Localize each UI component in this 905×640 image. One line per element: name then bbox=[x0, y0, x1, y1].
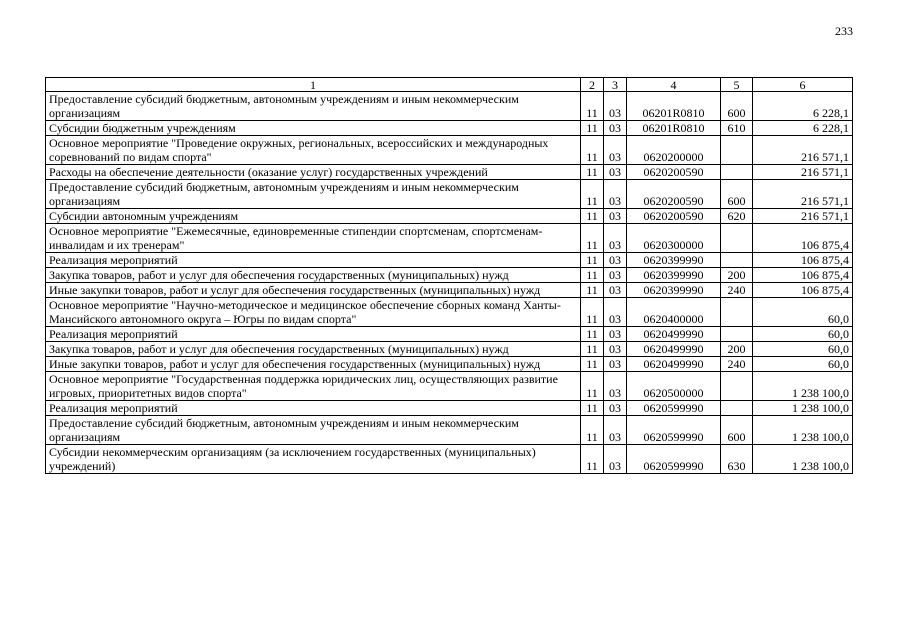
page-number: 233 bbox=[835, 24, 853, 38]
row-amount: 1 238 100,0 bbox=[753, 416, 853, 445]
table-row bbox=[46, 372, 853, 401]
row-section: 11 bbox=[581, 445, 604, 474]
table-body bbox=[46, 92, 853, 474]
row-section: 11 bbox=[581, 283, 604, 298]
row-name: Предоставление субсидий бюджетным, автономным учреждениям и иным некоммерческим организациям bbox=[46, 416, 581, 445]
table-row bbox=[46, 209, 853, 224]
row-target-article: 0620200000 bbox=[627, 136, 721, 165]
table-row bbox=[46, 165, 853, 180]
row-subsection: 03 bbox=[604, 136, 627, 165]
row-name: Основное мероприятие "Государственная поддержка юридических лиц, осуществляющих развитие игровых, приоритетных видов спорта" bbox=[46, 372, 581, 401]
row-subsection: 03 bbox=[604, 357, 627, 372]
row-name: Реализация мероприятий bbox=[46, 327, 581, 342]
table-row bbox=[46, 180, 853, 209]
row-name: Предоставление субсидий бюджетным, автономным учреждениям и иным некоммерческим организациям bbox=[46, 180, 581, 209]
row-subsection: 03 bbox=[604, 121, 627, 136]
row-target-article: 0620599990 bbox=[627, 401, 721, 416]
table-row bbox=[46, 253, 853, 268]
row-amount: 60,0 bbox=[753, 357, 853, 372]
row-target-article: 06201R0810 bbox=[627, 92, 721, 121]
row-target-article: 0620599990 bbox=[627, 416, 721, 445]
row-amount: 216 571,1 bbox=[753, 165, 853, 180]
row-expense-type bbox=[721, 401, 753, 416]
row-expense-type: 600 bbox=[721, 180, 753, 209]
row-subsection: 03 bbox=[604, 180, 627, 209]
row-section: 11 bbox=[581, 401, 604, 416]
row-amount: 6 228,1 bbox=[753, 92, 853, 121]
table-row bbox=[46, 401, 853, 416]
row-name: Субсидии бюджетным учреждениям bbox=[46, 121, 581, 136]
table-row bbox=[46, 342, 853, 357]
header-col-1: 1 bbox=[46, 78, 581, 92]
table-row bbox=[46, 136, 853, 165]
table-header bbox=[46, 78, 853, 92]
row-target-article: 0620499990 bbox=[627, 357, 721, 372]
row-expense-type bbox=[721, 224, 753, 253]
row-name: Иные закупки товаров, работ и услуг для обеспечения государственных (муниципальных) нужд bbox=[46, 357, 581, 372]
row-subsection: 03 bbox=[604, 209, 627, 224]
table-row bbox=[46, 357, 853, 372]
row-target-article: 0620499990 bbox=[627, 342, 721, 357]
row-name: Закупка товаров, работ и услуг для обеспечения государственных (муниципальных) нужд bbox=[46, 342, 581, 357]
row-name: Субсидии некоммерческим организациям (за исключением государственных (муниципальных) учреждений) bbox=[46, 445, 581, 474]
row-expense-type bbox=[721, 253, 753, 268]
table-row bbox=[46, 327, 853, 342]
table-row bbox=[46, 445, 853, 474]
row-section: 11 bbox=[581, 327, 604, 342]
row-amount: 60,0 bbox=[753, 298, 853, 327]
row-name: Предоставление субсидий бюджетным, автономным учреждениям и иным некоммерческим организациям bbox=[46, 92, 581, 121]
row-section: 11 bbox=[581, 298, 604, 327]
header-col-4: 4 bbox=[627, 78, 721, 92]
row-expense-type bbox=[721, 372, 753, 401]
row-target-article: 0620200590 bbox=[627, 165, 721, 180]
row-expense-type bbox=[721, 136, 753, 165]
row-target-article: 0620499990 bbox=[627, 327, 721, 342]
budget-table bbox=[45, 77, 853, 474]
header-col-6: 6 bbox=[753, 78, 853, 92]
table-row bbox=[46, 268, 853, 283]
row-expense-type: 240 bbox=[721, 357, 753, 372]
row-amount: 106 875,4 bbox=[753, 283, 853, 298]
table-row bbox=[46, 121, 853, 136]
row-target-article: 0620300000 bbox=[627, 224, 721, 253]
row-amount: 1 238 100,0 bbox=[753, 401, 853, 416]
row-section: 11 bbox=[581, 180, 604, 209]
row-expense-type: 200 bbox=[721, 268, 753, 283]
row-subsection: 03 bbox=[604, 327, 627, 342]
row-name: Основное мероприятие "Ежемесячные, единовременные стипендии спортсменам, спортсменам-инвалидам и их тренерам" bbox=[46, 224, 581, 253]
row-section: 11 bbox=[581, 224, 604, 253]
row-subsection: 03 bbox=[604, 165, 627, 180]
row-target-article: 06201R0810 bbox=[627, 121, 721, 136]
row-name: Основное мероприятие "Проведение окружных, региональных, всероссийских и международных соревнований по видам спорта" bbox=[46, 136, 581, 165]
row-subsection: 03 bbox=[604, 92, 627, 121]
row-subsection: 03 bbox=[604, 416, 627, 445]
row-amount: 60,0 bbox=[753, 327, 853, 342]
row-name: Расходы на обеспечение деятельности (оказание услуг) государственных учреждений bbox=[46, 165, 581, 180]
row-section: 11 bbox=[581, 268, 604, 283]
row-amount: 6 228,1 bbox=[753, 121, 853, 136]
row-expense-type bbox=[721, 327, 753, 342]
row-subsection: 03 bbox=[604, 268, 627, 283]
row-expense-type: 620 bbox=[721, 209, 753, 224]
table-row bbox=[46, 224, 853, 253]
row-amount: 1 238 100,0 bbox=[753, 445, 853, 474]
table-row bbox=[46, 283, 853, 298]
row-subsection: 03 bbox=[604, 283, 627, 298]
row-expense-type: 600 bbox=[721, 416, 753, 445]
row-expense-type: 200 bbox=[721, 342, 753, 357]
row-section: 11 bbox=[581, 121, 604, 136]
row-amount: 60,0 bbox=[753, 342, 853, 357]
row-target-article: 0620399990 bbox=[627, 268, 721, 283]
row-target-article: 0620200590 bbox=[627, 209, 721, 224]
row-amount: 1 238 100,0 bbox=[753, 372, 853, 401]
row-amount: 216 571,1 bbox=[753, 180, 853, 209]
row-name: Реализация мероприятий bbox=[46, 401, 581, 416]
row-section: 11 bbox=[581, 416, 604, 445]
row-expense-type: 630 bbox=[721, 445, 753, 474]
row-amount: 106 875,4 bbox=[753, 253, 853, 268]
row-name: Иные закупки товаров, работ и услуг для обеспечения государственных (муниципальных) нужд bbox=[46, 283, 581, 298]
row-target-article: 0620500000 bbox=[627, 372, 721, 401]
row-amount: 106 875,4 bbox=[753, 268, 853, 283]
row-name: Основное мероприятие "Научно-методическое и медицинское обеспечение сборных команд Ханты-Мансийского автономного округа – Югры по видам спорта" bbox=[46, 298, 581, 327]
row-expense-type: 600 bbox=[721, 92, 753, 121]
row-subsection: 03 bbox=[604, 342, 627, 357]
table-row bbox=[46, 298, 853, 327]
header-row bbox=[46, 78, 853, 92]
header-col-3: 3 bbox=[604, 78, 627, 92]
row-name: Субсидии автономным учреждениям bbox=[46, 209, 581, 224]
row-section: 11 bbox=[581, 253, 604, 268]
row-section: 11 bbox=[581, 209, 604, 224]
row-subsection: 03 bbox=[604, 445, 627, 474]
row-name: Реализация мероприятий bbox=[46, 253, 581, 268]
table-row bbox=[46, 416, 853, 445]
row-expense-type: 610 bbox=[721, 121, 753, 136]
row-section: 11 bbox=[581, 357, 604, 372]
row-expense-type: 240 bbox=[721, 283, 753, 298]
row-section: 11 bbox=[581, 342, 604, 357]
row-subsection: 03 bbox=[604, 372, 627, 401]
row-subsection: 03 bbox=[604, 401, 627, 416]
row-target-article: 0620599990 bbox=[627, 445, 721, 474]
row-section: 11 bbox=[581, 372, 604, 401]
row-subsection: 03 bbox=[604, 298, 627, 327]
row-subsection: 03 bbox=[604, 224, 627, 253]
row-section: 11 bbox=[581, 165, 604, 180]
row-expense-type bbox=[721, 165, 753, 180]
row-expense-type bbox=[721, 298, 753, 327]
row-target-article: 0620399990 bbox=[627, 253, 721, 268]
row-name: Закупка товаров, работ и услуг для обеспечения государственных (муниципальных) нужд bbox=[46, 268, 581, 283]
table-row bbox=[46, 92, 853, 121]
row-amount: 106 875,4 bbox=[753, 224, 853, 253]
row-amount: 216 571,1 bbox=[753, 209, 853, 224]
row-section: 11 bbox=[581, 92, 604, 121]
row-amount: 216 571,1 bbox=[753, 136, 853, 165]
header-col-5: 5 bbox=[721, 78, 753, 92]
header-col-2: 2 bbox=[581, 78, 604, 92]
row-target-article: 0620399990 bbox=[627, 283, 721, 298]
row-section: 11 bbox=[581, 136, 604, 165]
row-target-article: 0620200590 bbox=[627, 180, 721, 209]
row-target-article: 0620400000 bbox=[627, 298, 721, 327]
row-subsection: 03 bbox=[604, 253, 627, 268]
